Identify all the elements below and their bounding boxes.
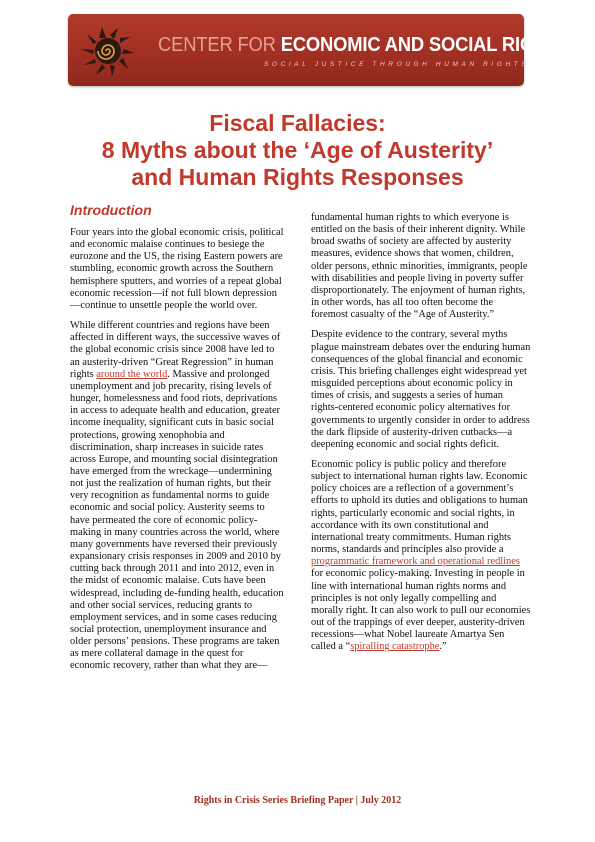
esr-spiral-logo-icon: [78, 23, 138, 79]
intro-paragraph-2: [70, 320, 285, 673]
around-the-world-link[interactable]: around the world: [96, 368, 168, 380]
right-column: [311, 212, 531, 661]
p5-text-a: Economic policy is public policy and therefore subject to international human rights law. Economic policy choices are a reflection of a government’s efforts to uphold its duties and obligations to human rights, particularly economic and social rights, in accordance with its own constitutional and international treaty commitments. Human rights norms, standards and principles also provide a: [311, 458, 528, 556]
p2-text-b: . Massive and prolonged unemployment and job precarity, rising levels of hunger, homelessness and food riots, deprivations in access to adequate health and education, greater income inequality, significant cuts in basic social protections, growing xenophobia and discrimination, sharp increases in suicide rates across Europe, and mounting social disintegration have emerged from the wreckage—undermining not just the realization of human rights, but their very recognition as fundamental norms to guide economic and social policy. Austerity seems to have permeated the core of economic policy-making in many countries across the world, where many governments have reversed their previously expansionary crisis responses in 2009 and 2010 by cutting back through 2011 and into 2012, even in the midst of economic malaise. Cuts have been widespread, including de-funding health, education and other social services, reducing grants to employment services, and in some cases reducing social protection, unemployment insurance and older persons’ pensions. These programs are taken as mere collateral damage in the quest for economic recovery, rather than what they are—: [70, 368, 284, 672]
intro-paragraph-5: [311, 459, 531, 654]
intro-paragraph-4: Despite evidence to the contrary, several myths plague mainstream debates over the enduring human consequences of the global financial and economic crisis. This briefing challenges eight widespread yet misguided perceptions about economic policy in times of crisis, and suggests a series of human rights-centered economic policy alternatives for governments to urgently consider in order to address the dark flipside of austerity-driven cutbacks—a deepening economic and social rights deficit.: [311, 329, 531, 450]
p2-text-a: While different countries and regions have been affected in different ways, the successive waves of the global economic crisis since 2008 have led to an austerity-driven “Great Regression” in human rights: [70, 320, 281, 380]
org-name-main: ECONOMIC AND SOCIAL RIGHTS: [280, 34, 571, 56]
title-line-2: 8 Myths about the ‘Age of Austerity’: [101, 137, 494, 163]
org-tagline: SOCIAL JUSTICE THROUGH HUMAN RIGHTS: [264, 61, 530, 68]
programmatic-framework-link[interactable]: programmatic framework and operational redlines: [311, 556, 520, 568]
intro-paragraph-1: Four years into the global economic crisis, political and economic malaise continues to besiege the eurozone and the US, the rising Eastern powers are stumbling, economic growth across the Southern hemisphere sputters, and worries of a repeat global economic recession—if not full blown depression—continue to unsettle people the world over.: [70, 227, 284, 311]
left-column: [70, 201, 285, 681]
footer-series-label: Rights in Crisis Series Briefing Paper | July 2012: [193, 795, 402, 806]
p5-text-c: .”: [439, 641, 447, 653]
header-banner: [68, 14, 571, 86]
p5-text-b: for economic policy-making. Investing in people in line with international human rights norms and principles is not only legally compelling and morally right. It can also work to pull our economies out of the trappings of ever deeper, austerity-driven recessions—what Nobel laureate Amartya Sen called a “: [311, 568, 531, 653]
document-title: [40, 110, 555, 191]
spiralling-catastrophe-link[interactable]: spiralling catastrophe: [350, 641, 440, 653]
intro-paragraph-3: fundamental human rights to which everyone is entitled on the basis of their inherent dignity. While broad swaths of society are affected by austerity measures, evidence shows that women, children, older persons, ethnic minorities, immigrants, people with disabilities and people living in poverty suffer disproportionately. The enjoyment of human rights, in other words, has all too often become the foremost casualty of the “Age of Austerity.”: [311, 212, 528, 321]
section-heading-introduction: Introduction: [70, 202, 152, 218]
title-line-3: and Human Rights Responses: [131, 164, 464, 190]
org-name: [158, 34, 571, 57]
org-name-prefix: CENTER FOR: [158, 34, 281, 56]
title-line-1: Fiscal Fallacies:: [209, 110, 386, 136]
